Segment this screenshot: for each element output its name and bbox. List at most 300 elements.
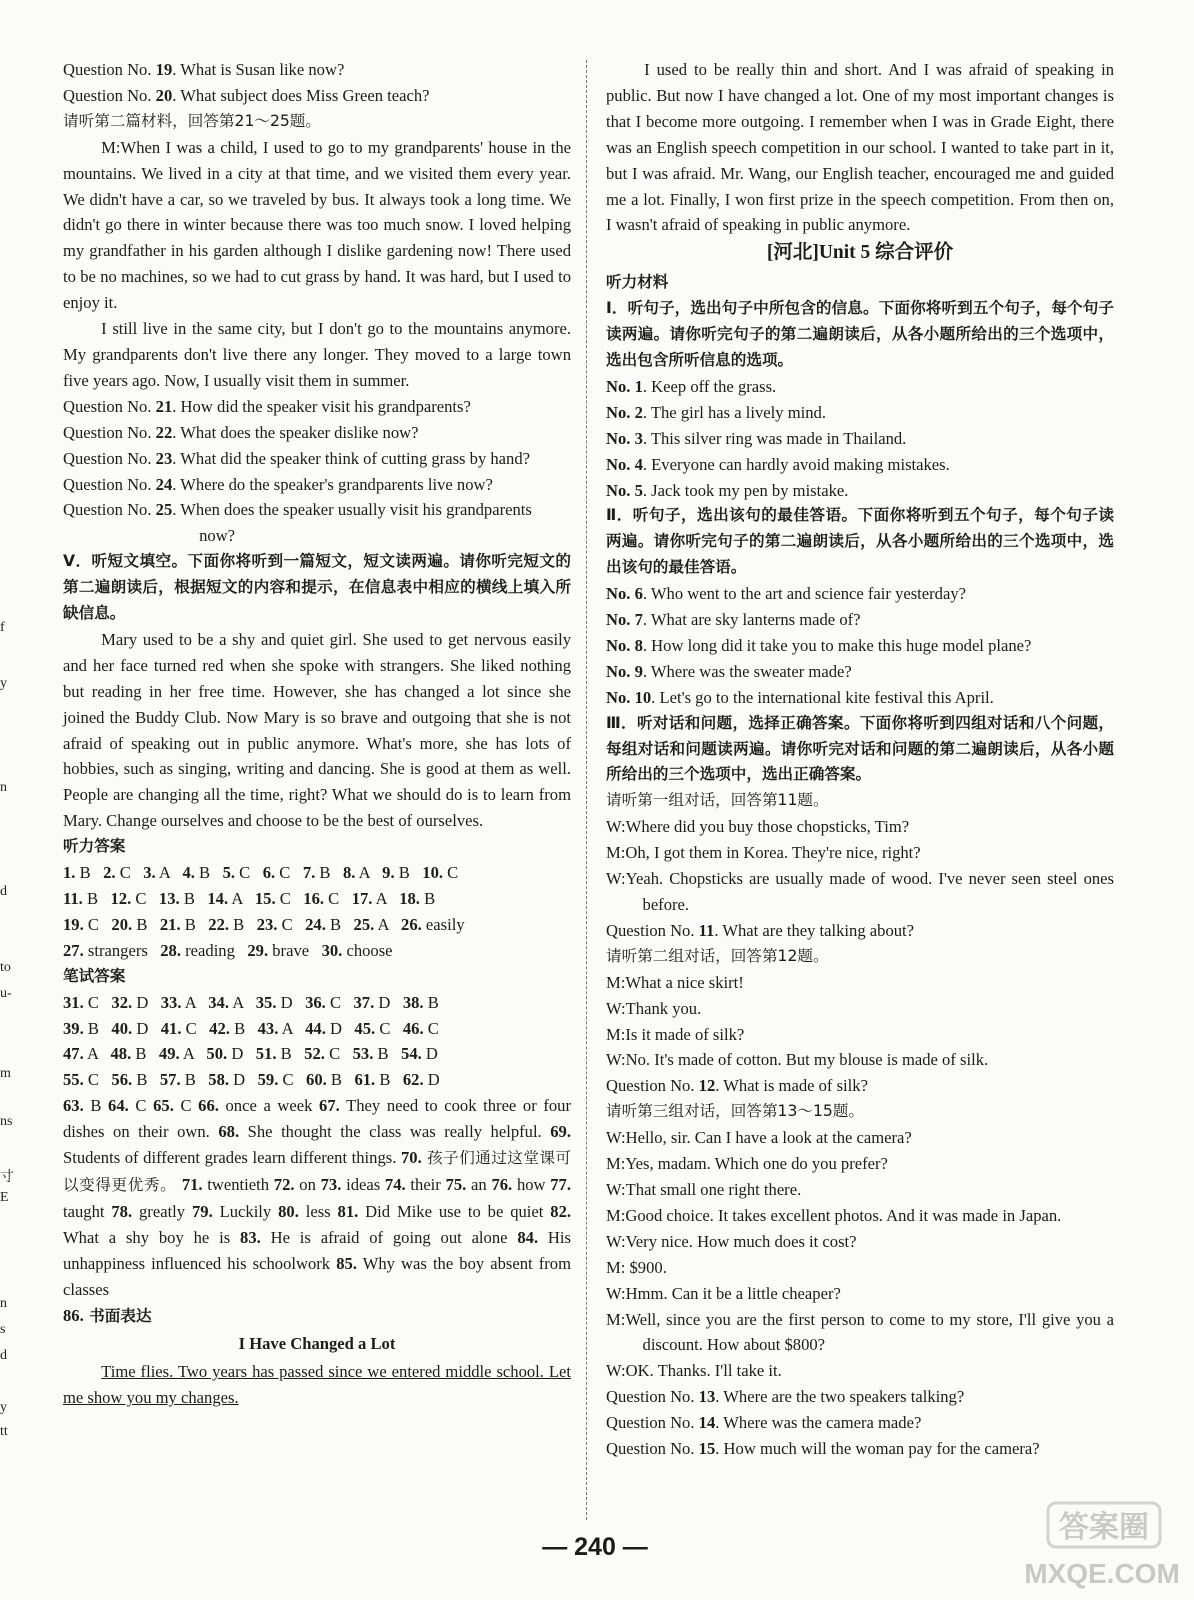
- answer-row: [63, 1067, 571, 1093]
- answer-value: greatly: [132, 1201, 192, 1221]
- listening-item: [606, 374, 1114, 400]
- answer-number: 81.: [337, 1201, 359, 1221]
- passage2-paragraph-1: M:When I was a child, I used to go to my grandparents' house in the mountains. We lived in a city at that time, and we visited them every year. We didn't have a car, so we traveled by bus. It always took a long time. We didn't go there in winter because there was too much snow. I loved helping my grandfather in his garden although I dislike gardening now! There used to be no machines, so we had to cut grass by hand. It was hard, but I used to enjoy it.: [63, 137, 571, 313]
- answer-number: 74.: [384, 1174, 406, 1194]
- answer-value: They need to cook three or four dishes on their own.: [63, 1096, 571, 1142]
- answer-value: brave: [268, 940, 322, 960]
- answer-value: A: [181, 992, 209, 1012]
- answer-value: C: [83, 992, 112, 1012]
- answer-number: 5.: [222, 863, 236, 883]
- question-prefix: Question No.: [63, 474, 156, 494]
- answer-number: 16.: [303, 889, 325, 908]
- answer-value: strangers: [83, 940, 161, 960]
- item-text: . Let's go to the international kite festival this April.: [651, 687, 994, 707]
- margin-fragment: to: [0, 960, 11, 975]
- answer-number: 24.: [305, 914, 326, 934]
- answer-value: C: [324, 889, 352, 908]
- item-number: No. 10: [606, 687, 652, 707]
- question-number: 25: [155, 500, 173, 520]
- question-text: . Where are the two speakers talking?: [715, 1387, 965, 1407]
- answer-number: 51.: [255, 1044, 277, 1064]
- answer-value: C: [325, 992, 354, 1012]
- answer-number: 57.: [159, 1070, 181, 1090]
- answer-number: 9.: [382, 863, 395, 883]
- answer-number: 53.: [352, 1044, 374, 1064]
- question-text: . What does the speaker dislike now?: [172, 422, 419, 442]
- item-text: . This silver ring was made in Thailand.: [642, 428, 907, 448]
- answer-number: 67.: [319, 1096, 340, 1116]
- question-20: Question No. 20. What subject does Miss Green teach?: [63, 85, 430, 105]
- question-number: 14: [698, 1413, 716, 1433]
- answer-row: [63, 1016, 571, 1042]
- answer-value: C: [275, 889, 304, 908]
- answer-number: 19.: [63, 914, 84, 934]
- essay-title: I Have Changed a Lot: [238, 1334, 396, 1354]
- answer-value: C: [423, 1018, 439, 1038]
- answer-value: D: [229, 1070, 258, 1090]
- answer-number: 22.: [208, 914, 230, 934]
- item-text: . Where was the sweater made?: [642, 661, 852, 681]
- margin-fragment: 寸: [0, 1170, 14, 1185]
- answer-number: 13.: [158, 889, 180, 908]
- watermark-top-text: 答案圈: [1059, 1511, 1149, 1544]
- listening-item: [606, 607, 1114, 633]
- answer-value: D: [227, 1044, 256, 1064]
- answer-value: A: [372, 889, 400, 908]
- question-text: . How much will the woman pay for the camera?: [715, 1439, 1040, 1459]
- answer-number: 4.: [182, 863, 195, 883]
- margin-fragment: d: [0, 884, 7, 899]
- section-1-heading: Ⅰ．听句子，选出句子中所包含的信息。下面你将听到五个句子，每个句子读两遍。请你听完句子的第二遍朗读后，从各小题所给出的三个选项中，选出包含所听信息的选项。: [606, 299, 1114, 369]
- answer-value: She thought the class was really helpful.: [239, 1122, 551, 1142]
- margin-fragment: n: [0, 780, 7, 795]
- answer-row: [63, 912, 571, 938]
- item-number: No. 5: [606, 480, 643, 500]
- answer-number: 28.: [160, 940, 181, 960]
- answer-number: 54.: [401, 1044, 422, 1064]
- answer-value: D: [421, 1044, 438, 1064]
- answer-value: A: [179, 1044, 207, 1064]
- answer-number: 18.: [399, 889, 420, 908]
- answer-number: 30.: [321, 940, 343, 960]
- question-14: [606, 1410, 1114, 1436]
- answer-number: 50.: [206, 1044, 228, 1064]
- margin-fragment: d: [0, 1348, 7, 1363]
- answer-value: D: [276, 992, 306, 1012]
- question-number: 23: [155, 448, 173, 468]
- answer-value: A: [155, 863, 183, 883]
- question-12: Question No. 12. What is made of silk?: [606, 1076, 868, 1096]
- answer-number: 55.: [63, 1070, 84, 1090]
- answer-value: C: [324, 1044, 353, 1064]
- answer-value: taught: [63, 1201, 112, 1221]
- answer-number: 21.: [159, 914, 181, 934]
- answer-number: 49.: [158, 1044, 180, 1064]
- answer-value: B: [229, 1018, 258, 1038]
- question-prefix: Question No.: [63, 448, 156, 468]
- answer-value: easily: [421, 914, 465, 934]
- answer-number: 3.: [143, 863, 156, 883]
- dialog-line: M: $900.: [606, 1257, 667, 1277]
- answer-number: 78.: [111, 1201, 133, 1221]
- section-1-items: [606, 374, 1114, 504]
- item-number: No. 1: [606, 376, 643, 396]
- question-22: [63, 420, 571, 446]
- dialog-2: [606, 970, 1114, 1074]
- listening-answers-heading: 听力答案: [63, 837, 126, 856]
- answer-value: B: [394, 863, 423, 883]
- item-number: No. 6: [606, 584, 643, 604]
- listening-item: [606, 685, 1114, 711]
- answer-number: 66.: [198, 1096, 219, 1116]
- question-number: 21: [155, 396, 173, 416]
- answer-value: C: [278, 1070, 307, 1090]
- answer-row: [63, 860, 571, 886]
- question-19: Question No. 19. What is Susan like now?: [63, 60, 345, 79]
- margin-fragment: tt: [0, 1424, 8, 1439]
- dialog-line: M:Is it made of silk?: [606, 1024, 745, 1044]
- answer-value: ideas: [341, 1174, 385, 1194]
- dialog-line: W:Very nice. How much does it cost?: [606, 1231, 857, 1251]
- answer-number: 65.: [153, 1096, 174, 1116]
- listening-item: [606, 400, 1114, 426]
- answer-number: 58.: [208, 1070, 230, 1090]
- dialog-line: W:Yeah. Chopsticks are usually made of wood. I've never seen steel ones before.: [606, 869, 1114, 914]
- question-prefix: Question No.: [63, 422, 156, 442]
- dialog-line: M:What a nice skirt!: [606, 972, 744, 992]
- question-24: [63, 472, 571, 498]
- answer-value: D: [132, 992, 161, 1012]
- unit-heading: [河北]Unit 5 综合评价: [766, 242, 954, 264]
- answer-number: 63.: [63, 1096, 84, 1116]
- answer-number: 23.: [256, 914, 278, 934]
- item-text: . Everyone can hardly avoid making mistakes.: [642, 454, 950, 474]
- dialog-line: M:Well, since you are the first person to come to my store, I'll give you a discount. How about $800?: [606, 1309, 1114, 1355]
- answer-number: 76.: [491, 1174, 513, 1194]
- question-prefix: Question No.: [63, 500, 156, 520]
- answer-value: He is afraid of going out alone: [260, 1227, 518, 1247]
- answer-number: 43.: [257, 1018, 279, 1038]
- answer-value: B: [423, 992, 439, 1012]
- answer-number: 33.: [160, 992, 182, 1012]
- answer-value: B: [180, 1070, 209, 1090]
- margin-fragment: m: [0, 1066, 11, 1081]
- question-number: 13: [698, 1387, 716, 1407]
- answer-number: 31.: [63, 992, 84, 1012]
- answer-value: on: [294, 1174, 321, 1194]
- margin-fragment: y: [0, 676, 7, 691]
- answer-value: D: [132, 1018, 161, 1038]
- dialog-line: W:Where did you buy those chopsticks, Tim?: [606, 817, 910, 837]
- answer-row: [63, 990, 571, 1016]
- answer-number: 25.: [353, 914, 375, 934]
- question-prefix: Question No.: [606, 1439, 699, 1459]
- listening-item: [606, 633, 1114, 659]
- answer-value: A: [229, 992, 256, 1012]
- answer-value: B: [131, 1044, 159, 1064]
- answer-number: 69.: [550, 1122, 571, 1142]
- answer-value: B: [132, 1070, 160, 1090]
- dialog-line: W:Hmm. Can it be a little cheaper?: [606, 1283, 841, 1303]
- passage2-paragraph-2: I still live in the same city, but I don't go to the mountains anymore. My grandparents don't live there any longer. They moved to a large town five years ago. Now, I usually visit them in summer.: [63, 319, 571, 390]
- answer-row: [63, 886, 571, 912]
- dialog-3: [606, 1125, 1114, 1384]
- question-25: [63, 497, 571, 549]
- dialog-1-instruction: 请听第一组对话，回答第11题。: [606, 791, 829, 810]
- margin-fragment: n: [0, 1296, 7, 1311]
- answer-value: C: [131, 889, 159, 908]
- watermark-bottom-text: MXQE.COM: [1024, 1558, 1180, 1589]
- answer-number: 46.: [402, 1018, 424, 1038]
- answer-number: 34.: [208, 992, 229, 1012]
- margin-fragment: s: [0, 1322, 6, 1337]
- section-2-heading: Ⅱ．听句子，选出该句的最佳答语。下面你将听到五个句子，每个句子读两遍。请你听完句子的第二遍朗读后，从各小题所给出的三个选项中，选出该句的最佳答语。: [606, 506, 1114, 577]
- question-15: [606, 1436, 1114, 1462]
- answer-number: 52.: [304, 1044, 325, 1064]
- answer-value: an: [466, 1174, 492, 1194]
- answer-number: 83.: [240, 1227, 261, 1247]
- answer-value: C: [443, 863, 459, 883]
- margin-fragment: ns: [0, 1114, 13, 1129]
- answer-value: C: [277, 914, 306, 934]
- answer-number: 1.: [63, 863, 76, 883]
- watermark-logo: [1018, 1497, 1186, 1595]
- item-86: 86. 书面表达: [63, 1305, 152, 1325]
- question-text: . Where do the speaker's grandparents live now?: [172, 474, 493, 494]
- answer-value: less: [298, 1201, 338, 1221]
- dialog-1: [606, 814, 1114, 918]
- answer-value: 孩子们通过这堂课可以变得更优秀。: [63, 1149, 572, 1194]
- question-prefix: Question No.: [606, 1387, 699, 1407]
- listening-item: [606, 452, 1114, 478]
- answer-number: 68.: [218, 1122, 240, 1142]
- listening-answers: [63, 860, 571, 964]
- answer-value: B: [75, 863, 104, 883]
- answer-value: A: [228, 889, 255, 908]
- margin-fragment: E: [0, 1190, 9, 1205]
- answer-value: C: [235, 863, 263, 883]
- dialog-line: W:OK. Thanks. I'll take it.: [606, 1361, 782, 1381]
- listening-item: [606, 659, 1114, 685]
- answer-value: C: [83, 914, 112, 934]
- answer-number: 48.: [110, 1044, 132, 1064]
- written-answers-long: [63, 1093, 571, 1302]
- answer-number: 77.: [550, 1174, 571, 1194]
- left-column: [63, 57, 571, 1411]
- dialog-line: M:Yes, madam. Which one do you prefer?: [606, 1154, 888, 1174]
- answer-value: Did Mike use to be quiet: [358, 1201, 551, 1221]
- answer-number: 27.: [63, 940, 84, 960]
- answer-value: C: [128, 1096, 154, 1116]
- answer-number: 64.: [108, 1096, 129, 1116]
- column-divider: [586, 60, 587, 1520]
- answer-value: their: [405, 1174, 446, 1194]
- section-3-heading: Ⅲ．听对话和问题，选择正确答案。下面你将听到四组对话和八个问题，每组对话和问题读两遍。请你听完对话和问题的第二遍朗读后，从各小题所给出的三个选项中，选出正确答案。: [606, 713, 1114, 784]
- listening-item: [606, 426, 1114, 452]
- dialog-line: W:That small one right there.: [606, 1179, 802, 1199]
- answer-value: B: [229, 914, 257, 934]
- section-5-passage: Mary used to be a shy and quiet girl. She used to get nervous easily and her face turned red when she spoke with strangers. She liked nothing but reading in her free time. However, she has changed a lot since she joined the Buddy Club. Now Mary is so brave and outgoing that she is not afraid of speaking out in public anymore. What's more, she has lots of hobbies, such as singing, writing and dancing. She is good at them as well. People are changing all the time, right? What we should do is to learn from Mary. Change ourselves and choose to be the best of ourselves.: [63, 629, 571, 831]
- answer-value: A: [83, 1044, 111, 1064]
- answer-value: A: [374, 914, 402, 934]
- essay-opening: Time flies. Two years has passed since we entered middle school. Let me show you my changes.: [63, 1362, 571, 1408]
- answer-number: 73.: [320, 1174, 342, 1194]
- answer-value: B: [325, 914, 354, 934]
- page-number: — 240 —: [542, 1533, 648, 1561]
- item-number: No. 2: [606, 402, 643, 422]
- answer-number: 75.: [445, 1174, 467, 1194]
- answer-value: B: [180, 914, 209, 934]
- answer-number: 41.: [160, 1018, 182, 1038]
- dialog-line: W:Thank you.: [606, 998, 702, 1018]
- answer-number: 11.: [63, 889, 83, 908]
- question-11: Question No. 11. What are they talking about?: [606, 920, 915, 940]
- answer-value: D: [325, 1018, 355, 1038]
- answer-number: 61.: [354, 1070, 376, 1090]
- answer-value: B: [179, 889, 208, 908]
- question-21: [63, 394, 571, 420]
- answer-value: B: [82, 889, 111, 908]
- question-13: [606, 1384, 1114, 1410]
- questions-21-25: [63, 394, 571, 549]
- materials-label: 听力材料: [606, 273, 669, 292]
- answer-number: 79.: [191, 1201, 213, 1221]
- answer-number: 35.: [255, 992, 277, 1012]
- answer-value: What a shy boy he is: [63, 1227, 241, 1247]
- answer-number: 84.: [517, 1227, 539, 1247]
- answer-value: twentieth: [202, 1174, 274, 1194]
- margin-fragment: f: [0, 620, 5, 635]
- question-prefix: Question No.: [606, 1413, 699, 1433]
- answer-number: 14.: [207, 889, 229, 908]
- question-text: . What did the speaker think of cutting grass by hand?: [172, 448, 531, 468]
- question-prefix: Question No.: [63, 396, 156, 416]
- answer-value: B: [373, 1044, 402, 1064]
- answer-number: 62.: [402, 1070, 424, 1090]
- question-text: . When does the speaker usually visit his grandparents now?: [172, 500, 532, 546]
- dialog-3-instruction: 请听第三组对话，回答第13～15题。: [606, 1102, 864, 1121]
- answer-value: choose: [342, 940, 393, 960]
- answer-value: how: [512, 1174, 551, 1194]
- item-text: . How long did it take you to make this huge model plane?: [642, 635, 1032, 655]
- answer-value: B: [194, 863, 223, 883]
- answer-value: C: [375, 1018, 403, 1038]
- answer-value: C: [115, 863, 144, 883]
- dialog-2-instruction: 请听第二组对话，回答第12题。: [606, 946, 829, 965]
- answer-value: A: [355, 863, 383, 883]
- item-number: No. 3: [606, 428, 643, 448]
- answer-value: Luckily: [212, 1201, 279, 1221]
- answer-number: 2.: [103, 863, 116, 883]
- answer-value: C: [181, 1018, 210, 1038]
- margin-fragment: u-: [0, 986, 12, 1001]
- answer-value: reading: [181, 940, 248, 960]
- answer-value: B: [315, 863, 343, 883]
- answer-number: 8.: [342, 863, 356, 883]
- question-number: 22: [155, 422, 173, 442]
- answer-number: 32.: [111, 992, 133, 1012]
- question-text: . How did the speaker visit his grandparents?: [172, 396, 471, 416]
- answer-row: [63, 938, 571, 964]
- answer-value: B: [326, 1070, 355, 1090]
- item-text: . What are sky lanterns made of?: [642, 610, 861, 630]
- questions-13-15: [606, 1384, 1114, 1462]
- item-text: . The girl has a lively mind.: [642, 402, 826, 422]
- margin-fragment: y: [0, 1400, 7, 1415]
- answer-number: 10.: [422, 863, 444, 883]
- question-text: . Where was the camera made?: [715, 1413, 922, 1433]
- answer-number: 15.: [254, 889, 276, 908]
- answer-value: B: [375, 1070, 403, 1090]
- item-number: No. 7: [606, 610, 643, 630]
- answer-value: His unhappiness influenced his schoolwork: [63, 1227, 571, 1273]
- answer-value: C: [83, 1070, 112, 1090]
- answer-value: B: [83, 1096, 109, 1116]
- answer-number: 70.: [400, 1148, 422, 1168]
- answer-number: 47.: [63, 1044, 84, 1064]
- question-number: 15: [698, 1439, 716, 1459]
- answer-number: 44.: [305, 1018, 326, 1038]
- answer-value: once a week: [218, 1096, 320, 1116]
- answer-number: 60.: [306, 1070, 327, 1090]
- item-number: No. 4: [606, 454, 643, 474]
- answer-number: 59.: [257, 1070, 279, 1090]
- passage2-instruction: 请听第二篇材料，回答第21～25题。: [63, 111, 321, 130]
- answer-number: 37.: [353, 992, 375, 1012]
- item-number: No. 8: [606, 635, 643, 655]
- question-number: 24: [155, 474, 173, 494]
- answer-number: 71.: [181, 1174, 203, 1194]
- answer-value: C: [173, 1096, 199, 1116]
- answer-value: B: [132, 914, 160, 934]
- section-5-heading: V．听短文填空。下面你将听到一篇短文，短文读两遍。请你听完短文的第二遍朗读后，根据短文的内容和提示，在信息表中相应的横线上填入所缺信息。: [63, 552, 571, 623]
- dialog-line: W:No. It's made of cotton. But my blouse is made of silk.: [606, 1050, 989, 1070]
- answer-number: 7.: [302, 863, 316, 883]
- listening-item: [606, 581, 1114, 607]
- answer-number: 36.: [305, 992, 326, 1012]
- item-number: No. 9: [606, 661, 643, 681]
- item-text: . Jack took my pen by mistake.: [642, 480, 849, 500]
- answer-number: 72.: [273, 1174, 295, 1194]
- written-answers-heading: 笔试答案: [63, 966, 126, 985]
- answer-value: Students of different grades learn different things.: [63, 1148, 401, 1168]
- dialog-line: M:Oh, I got them in Korea. They're nice, right?: [606, 843, 921, 863]
- answer-value: Why was the boy absent from classes: [63, 1253, 571, 1299]
- answer-number: 85.: [336, 1253, 357, 1273]
- written-answers: [63, 990, 571, 1094]
- item-text: . Who went to the art and science fair yesterday?: [642, 584, 967, 604]
- section-2-items: [606, 581, 1114, 711]
- answer-value: D: [374, 992, 403, 1012]
- answer-value: B: [419, 889, 436, 908]
- answer-number: 17.: [351, 889, 373, 908]
- answer-number: 82.: [550, 1201, 572, 1221]
- answer-row: [63, 1041, 571, 1067]
- answer-number: 6.: [262, 863, 276, 883]
- dialog-line: W:Hello, sir. Can I have a look at the camera?: [606, 1128, 912, 1148]
- answer-value: C: [275, 863, 303, 883]
- listening-item: [606, 478, 1114, 504]
- answer-number: 80.: [278, 1201, 299, 1221]
- answer-value: D: [423, 1070, 440, 1090]
- answer-number: 26.: [401, 914, 422, 934]
- answer-number: 56.: [111, 1070, 133, 1090]
- right-column: [606, 57, 1114, 1462]
- answer-number: 45.: [354, 1018, 376, 1038]
- answer-number: 38.: [402, 992, 424, 1012]
- item-text: . Keep off the grass.: [642, 376, 777, 396]
- answer-value: B: [83, 1018, 112, 1038]
